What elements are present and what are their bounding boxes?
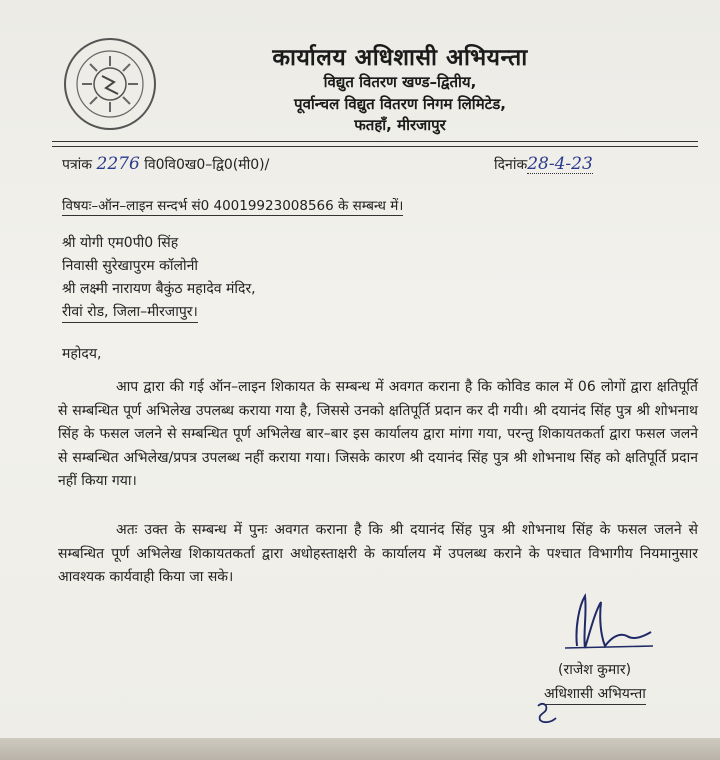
reference-code: वि0वि0ख0–द्वि0(मी0)/ xyxy=(144,157,270,173)
body-paragraph-2: अतः उक्त के सम्बन्ध में पुनः अवगत कराना है कि श्री दयानंद सिंह पुत्र श्री शोभनाथ सिंह के फसल जलने से सम्बन्धित पूर्ण अभिलेख शिकायतकर्ता द्वारा अधोहस्ताक्षरी के कार्यालय में उपलब्ध कराने के पश्चात विभागीय नियमानुसार आवश्यक कार्यवाही किया जा सके। xyxy=(58,522,698,585)
reference-handwritten: 2276 xyxy=(96,154,140,174)
department-seal-icon xyxy=(62,36,158,132)
table-surface xyxy=(0,738,720,760)
subject-text: विषयः–ऑन–लाइन सन्दर्भ सं0 40019923008566 के सम्बन्ध में। xyxy=(62,198,404,214)
signatory-name: (राजेश कुमार) xyxy=(558,662,632,678)
date-handwritten: 28-4-23 xyxy=(527,154,593,174)
date-label: दिनांक xyxy=(494,157,528,173)
office-title: कार्यालय अधिशासी अभियन्ता xyxy=(272,45,528,71)
addressee-name: श्री योगी एम0पी0 सिंह xyxy=(62,235,179,251)
corporation-line: पूर्वान्चल विद्युत वितरण निगम लिमिटेड, xyxy=(294,95,506,113)
addressee-line2: निवासी सुरेखापुरम कॉलोनी xyxy=(62,258,199,274)
body-paragraph-1: आप द्वारा की गई ऑन–लाइन शिकायत के सम्बन्ध में अवगत कराना है कि कोविड काल में 06 लोगों द्वारा क्षतिपूर्ति से सम्बन्धित पूर्ण अभिलेख उपलब्ध कराया गया है, जिससे उनको क्षतिपूर्ति प्रदान कर दी गयी। श्री दयानंद सिंह पुत्र श्री शोभनाथ सिंह के फसल जलने से सम्बन्धित पूर्ण अभिलेख बार–बार इस कार्यालय द्वारा मांगा गया, परन्तु शिकायतकर्ता द्वारा फसल जलने से सम्बन्धित अभिलेख/प्रपत्र उपलब्ध नहीं कराया गया। जिसके कारण श्री दयानंद सिंह पुत्र श्री शोभनाथ सिंह को क्षतिपूर्ति प्रदान नहीं किया गया। xyxy=(58,379,698,489)
location-line: फतहाँ, मीरजापुर xyxy=(354,116,446,134)
signatory-designation: अधिशासी अभियन्ता xyxy=(544,684,646,705)
subject-line xyxy=(62,196,403,214)
handwritten-signature-icon xyxy=(555,588,655,658)
reference-number xyxy=(62,154,269,174)
letter-date xyxy=(494,154,593,174)
addressee-line4: रीवां रोड, जिला–मीरजापुर। xyxy=(62,302,198,323)
addressee-line3: श्री लक्ष्मी नारायण बैकुंठ महादेव मंदिर, xyxy=(62,281,256,297)
salutation: महोदय, xyxy=(62,346,102,362)
header-rule xyxy=(52,141,698,142)
header-rule-double xyxy=(52,146,698,147)
division-line: विद्युत वितरण खण्ड–द्वितीय, xyxy=(323,73,477,91)
initial-mark-icon xyxy=(532,700,562,726)
reference-label: पत्रांक xyxy=(62,157,93,173)
